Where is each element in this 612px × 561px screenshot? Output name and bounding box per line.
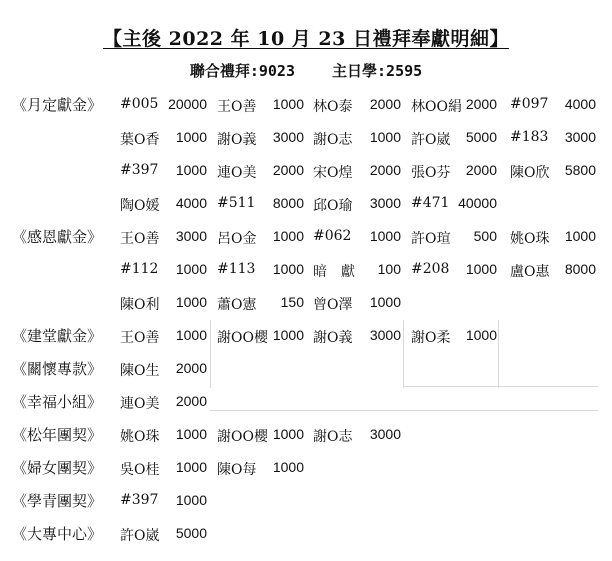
donor-name: 連O美 <box>217 165 257 181</box>
donor-name: 邱O瑜 <box>313 198 353 214</box>
donation-amount: 1000 <box>272 327 304 343</box>
donor-name: 暗 獻 <box>313 264 355 280</box>
donor-name: 王O善 <box>120 330 160 346</box>
donation-amount: 4000 <box>564 96 596 112</box>
donation-amount: 1000 <box>369 129 401 145</box>
donor-name: 呂O金 <box>217 231 257 247</box>
donation-amount: 3000 <box>369 426 401 442</box>
joint-worship-count: 聯合禮拜:9023 <box>189 62 295 80</box>
donor-name: 連O美 <box>120 396 160 412</box>
donor-name: 張O芬 <box>411 165 451 181</box>
donation-amount: 1000 <box>175 492 207 508</box>
donor-name: #208 <box>411 261 450 277</box>
donation-row <box>0 391 612 415</box>
donor-name: 謝O柔 <box>411 330 451 346</box>
donor-name: 吳O桂 <box>120 462 160 478</box>
donor-name: 姚O珠 <box>120 429 160 445</box>
category-label: 《婦女團契》 <box>12 459 103 477</box>
donor-name: 謝O志 <box>313 429 353 445</box>
donation-amount: 2000 <box>465 96 497 112</box>
donation-amount: 2000 <box>369 162 401 178</box>
donation-amount: 1000 <box>564 228 596 244</box>
donation-row <box>0 490 612 514</box>
donor-name: 陳O每 <box>217 462 257 478</box>
grid-line <box>403 386 598 387</box>
donation-amount: 5000 <box>465 129 497 145</box>
donation-amount: 8000 <box>564 261 596 277</box>
sunday-school-count: 主日學:2595 <box>332 62 423 80</box>
donor-name: #113 <box>217 261 256 277</box>
donation-amount: 1000 <box>272 459 304 475</box>
donor-name: 許O瑄 <box>411 231 451 247</box>
donation-amount: 2000 <box>175 393 207 409</box>
donor-name: #397 <box>120 162 159 178</box>
category-label: 《學青團契》 <box>12 492 103 510</box>
category-label: 《關懷專款》 <box>12 360 103 378</box>
category-label: 《松年團契》 <box>12 426 103 444</box>
donor-name: #062 <box>313 228 352 244</box>
donation-amount: 1000 <box>272 96 304 112</box>
donation-amount: 2000 <box>369 96 401 112</box>
donation-amount: 500 <box>473 228 497 244</box>
donor-name: 葉O香 <box>120 132 160 148</box>
donor-name: 陳O生 <box>120 363 160 379</box>
donor-name: #097 <box>510 96 549 112</box>
donation-amount: 3000 <box>564 129 596 145</box>
donation-amount: 1000 <box>369 294 401 310</box>
title-text: 【主後 2022 年 10 月 23 日禮拜奉獻明細】 <box>103 28 509 50</box>
donor-name: #397 <box>120 492 159 508</box>
donation-row <box>0 160 612 184</box>
donation-amount: 1000 <box>175 294 207 310</box>
category-label: 《建堂獻金》 <box>12 327 103 345</box>
donation-amount: 5800 <box>564 162 596 178</box>
donor-name: 宋O煌 <box>313 165 353 181</box>
donation-row <box>0 358 612 382</box>
donor-name: 謝OO櫻 <box>217 330 268 346</box>
donation-amount: 40000 <box>458 195 497 211</box>
donation-amount: 1000 <box>272 261 304 277</box>
donation-row <box>0 226 612 250</box>
donor-name: 謝O志 <box>313 132 353 148</box>
donor-name: 許O崴 <box>120 528 160 544</box>
attendance-line <box>0 60 612 81</box>
donor-name: 曾O澤 <box>313 297 353 313</box>
donation-row <box>0 193 612 217</box>
donation-amount: 2000 <box>175 360 207 376</box>
donation-amount: 1000 <box>272 426 304 442</box>
donor-name: 王O善 <box>217 99 257 115</box>
donation-amount: 2000 <box>465 162 497 178</box>
donation-amount: 1000 <box>175 261 207 277</box>
donation-amount: 5000 <box>175 525 207 541</box>
donation-row <box>0 325 612 349</box>
donation-amount: 2000 <box>272 162 304 178</box>
donation-amount: 3000 <box>175 228 207 244</box>
donor-name: 蕭O憲 <box>217 297 257 313</box>
donation-row <box>0 424 612 448</box>
donation-amount: 100 <box>377 261 401 277</box>
donation-amount: 1000 <box>369 228 401 244</box>
donation-row <box>0 94 612 118</box>
donation-row <box>0 457 612 481</box>
donation-amount: 3000 <box>272 129 304 145</box>
donor-name: 謝O義 <box>217 132 257 148</box>
donor-name: #511 <box>217 195 256 211</box>
page-title <box>0 24 612 51</box>
donation-row <box>0 523 612 547</box>
category-label: 《月定獻金》 <box>12 96 103 114</box>
donation-row <box>0 259 612 283</box>
donor-name: 陳O利 <box>120 297 160 313</box>
donor-name: 林OO絹 <box>411 99 462 115</box>
donor-name: 林O泰 <box>313 99 353 115</box>
donation-amount: 1000 <box>175 327 207 343</box>
donation-amount: 1000 <box>175 459 207 475</box>
donation-amount: 1000 <box>175 129 207 145</box>
donation-amount: 20000 <box>168 96 207 112</box>
donor-name: 王O善 <box>120 231 160 247</box>
category-label: 《幸福小組》 <box>12 393 103 411</box>
donation-amount: 1000 <box>272 228 304 244</box>
donation-amount: 1000 <box>175 162 207 178</box>
donation-amount: 3000 <box>369 195 401 211</box>
donor-name: #471 <box>411 195 450 211</box>
donor-name: 陳O欣 <box>510 165 550 181</box>
donation-amount: 1000 <box>175 426 207 442</box>
donor-name: 謝O義 <box>313 330 353 346</box>
donor-name: 盧O惠 <box>510 264 550 280</box>
donation-amount: 8000 <box>272 195 304 211</box>
donor-name: #183 <box>510 129 549 145</box>
donor-name: 姚O珠 <box>510 231 550 247</box>
donor-name: 謝OO櫻 <box>217 429 268 445</box>
donor-name: #112 <box>120 261 159 277</box>
category-label: 《大專中心》 <box>12 525 103 543</box>
category-label: 《感恩獻金》 <box>12 228 103 246</box>
donor-name: #005 <box>120 96 159 112</box>
donation-amount: 1000 <box>465 327 497 343</box>
donation-row <box>0 127 612 151</box>
donation-amount: 3000 <box>369 327 401 343</box>
donation-amount: 4000 <box>175 195 207 211</box>
donor-name: 許O崴 <box>411 132 451 148</box>
donation-amount: 1000 <box>465 261 497 277</box>
donor-name: 陶O媛 <box>120 198 160 214</box>
donation-row <box>0 292 612 316</box>
donation-amount: 150 <box>280 294 304 310</box>
